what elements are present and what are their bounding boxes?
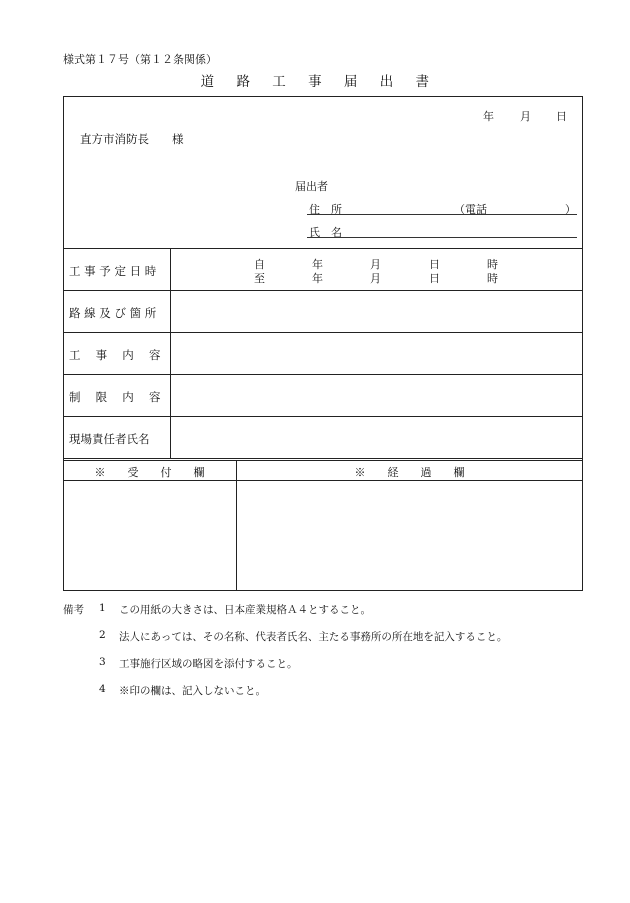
recipient-honorific: 様 <box>172 132 184 146</box>
title-char: 道 <box>200 74 215 90</box>
from-day: 日 <box>429 258 440 271</box>
form-frame <box>63 96 583 591</box>
note-number: 4 <box>99 683 106 695</box>
note-number: 3 <box>99 656 106 668</box>
phone-close: ） <box>565 203 576 216</box>
reception-header: ※ 受 付 欄 <box>94 466 205 479</box>
restriction-label: 制 限 内 容 <box>69 390 161 404</box>
note-number: 1 <box>99 602 106 614</box>
date-month: 月 <box>520 110 531 123</box>
title-char: 事 <box>308 74 322 90</box>
date-day: 日 <box>556 110 567 123</box>
to-hour: 時 <box>487 272 498 285</box>
to-day: 日 <box>429 272 440 285</box>
from-month: 月 <box>370 258 381 271</box>
to-prefix: 至 <box>254 272 265 285</box>
date-year: 年 <box>483 110 494 123</box>
from-year: 年 <box>312 258 323 271</box>
recipient-name: 直方市消防長 <box>80 132 149 146</box>
schedule-label: 工 事 予 定 日 時 <box>69 264 157 278</box>
address-label: 住 所 <box>309 203 342 216</box>
divider <box>63 290 583 291</box>
to-year: 年 <box>312 272 323 285</box>
name-underline <box>307 237 577 238</box>
divider <box>63 480 583 481</box>
title-char: 届 <box>343 74 358 90</box>
form-number: 様式第１７号（第１２条関係） <box>63 53 217 66</box>
document-title <box>0 70 630 90</box>
divider <box>63 374 583 375</box>
progress-header: ※ 経 過 欄 <box>354 466 465 479</box>
manager-label: 現場責任者氏名 <box>69 432 150 446</box>
phone-open: （電話 <box>454 203 487 216</box>
title-char: 路 <box>236 74 251 90</box>
from-prefix: 自 <box>254 258 265 271</box>
title-char: 出 <box>379 74 394 90</box>
note-number: 2 <box>99 629 106 641</box>
to-month: 月 <box>370 272 381 285</box>
address-underline <box>307 214 577 215</box>
divider <box>63 460 583 461</box>
divider <box>63 248 583 249</box>
title-char: 工 <box>272 74 287 90</box>
name-label: 氏 名 <box>309 226 342 239</box>
route-label: 路 線 及 び 箇 所 <box>69 306 157 320</box>
divider <box>63 416 583 417</box>
note-text: この用紙の大きさは、日本産業規格Ａ４とすること。 <box>119 604 371 616</box>
title-char: 書 <box>415 74 430 90</box>
divider <box>63 332 583 333</box>
divider <box>63 458 583 459</box>
notes-heading: 備考 <box>63 604 84 616</box>
note-text: ※印の欄は、記入しないこと。 <box>119 685 266 697</box>
content-label: 工 事 内 容 <box>69 348 161 362</box>
from-hour: 時 <box>487 258 498 271</box>
applicant-label: 届出者 <box>295 180 328 193</box>
note-text: 工事施行区域の略図を添付すること。 <box>119 658 298 670</box>
note-text: 法人にあっては、その名称、代表者氏名、主たる事務所の所在地を記入すること。 <box>119 631 508 643</box>
